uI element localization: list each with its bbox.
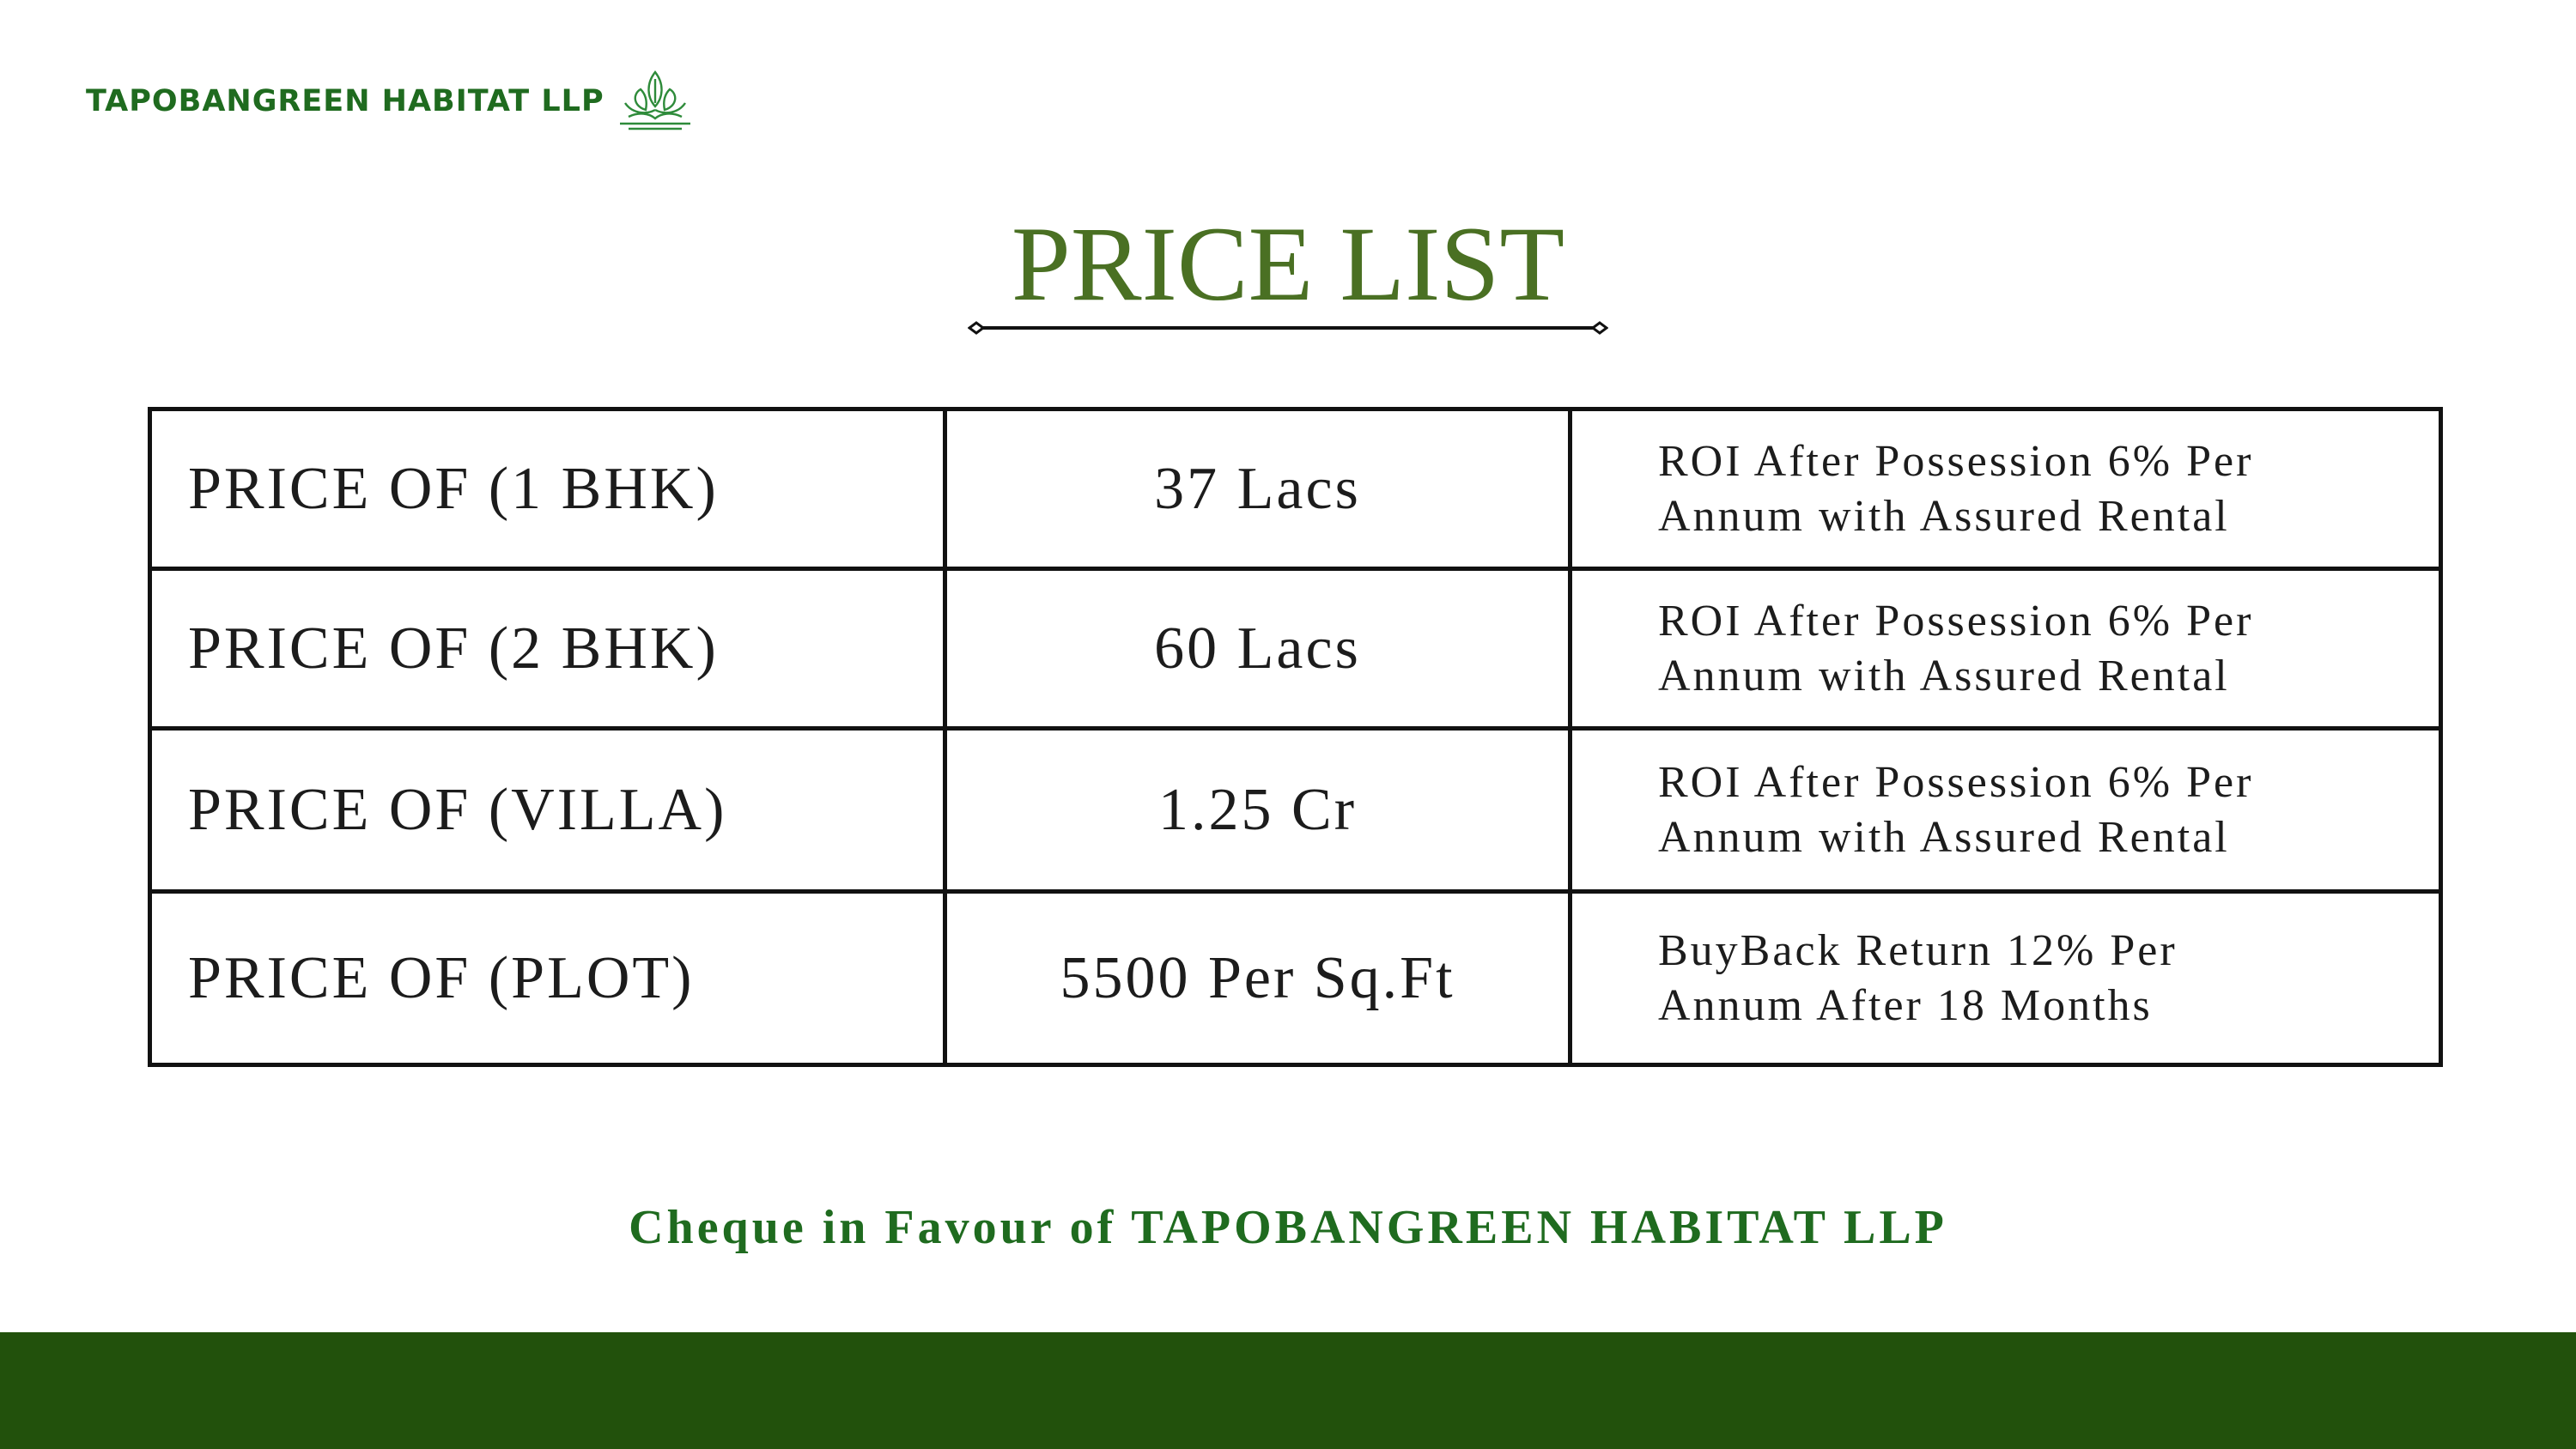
- row-note: [1571, 409, 2441, 569]
- company-name: TAPOBANGREEN HABITAT LLP: [86, 84, 605, 118]
- note-line: Annum with Assured Rental: [1658, 812, 2230, 862]
- row-price: 60 Lacs: [945, 569, 1571, 729]
- title-underline-divider: [968, 318, 1608, 338]
- table-row: [150, 569, 2441, 729]
- row-note: [1571, 569, 2441, 729]
- brand-header: [86, 69, 694, 134]
- note-line: ROI After Possession 6% Per: [1658, 757, 2254, 807]
- note-line: BuyBack Return 12% Per: [1658, 925, 2178, 975]
- row-label: PRICE OF (2 BHK): [150, 569, 945, 729]
- cheque-instruction: Cheque in Favour of TAPOBANGREEN HABITAT LLP: [629, 1201, 1947, 1254]
- row-note: [1571, 729, 2441, 892]
- note-line: Annum with Assured Rental: [1658, 491, 2230, 541]
- note-line: Annum After 18 Months: [1658, 980, 2153, 1030]
- row-label: PRICE OF (1 BHK): [150, 409, 945, 569]
- price-table: [148, 407, 2443, 1067]
- table-row: [150, 729, 2441, 892]
- note-line: Annum with Assured Rental: [1658, 651, 2230, 700]
- row-label: PRICE OF (VILLA): [150, 729, 945, 892]
- row-price: 1.25 Cr: [945, 729, 1571, 892]
- footer-band: [0, 1332, 2576, 1449]
- note-line: ROI After Possession 6% Per: [1658, 596, 2254, 646]
- table-row: [150, 409, 2441, 569]
- table-row: [150, 892, 2441, 1065]
- row-label: PRICE OF (PLOT): [150, 892, 945, 1065]
- note-line: ROI After Possession 6% Per: [1658, 436, 2254, 486]
- row-note: [1571, 892, 2441, 1065]
- lotus-leaf-icon: [617, 69, 694, 134]
- page-title: PRICE LIST: [1011, 205, 1565, 323]
- row-price: 37 Lacs: [945, 409, 1571, 569]
- row-price: 5500 Per Sq.Ft: [945, 892, 1571, 1065]
